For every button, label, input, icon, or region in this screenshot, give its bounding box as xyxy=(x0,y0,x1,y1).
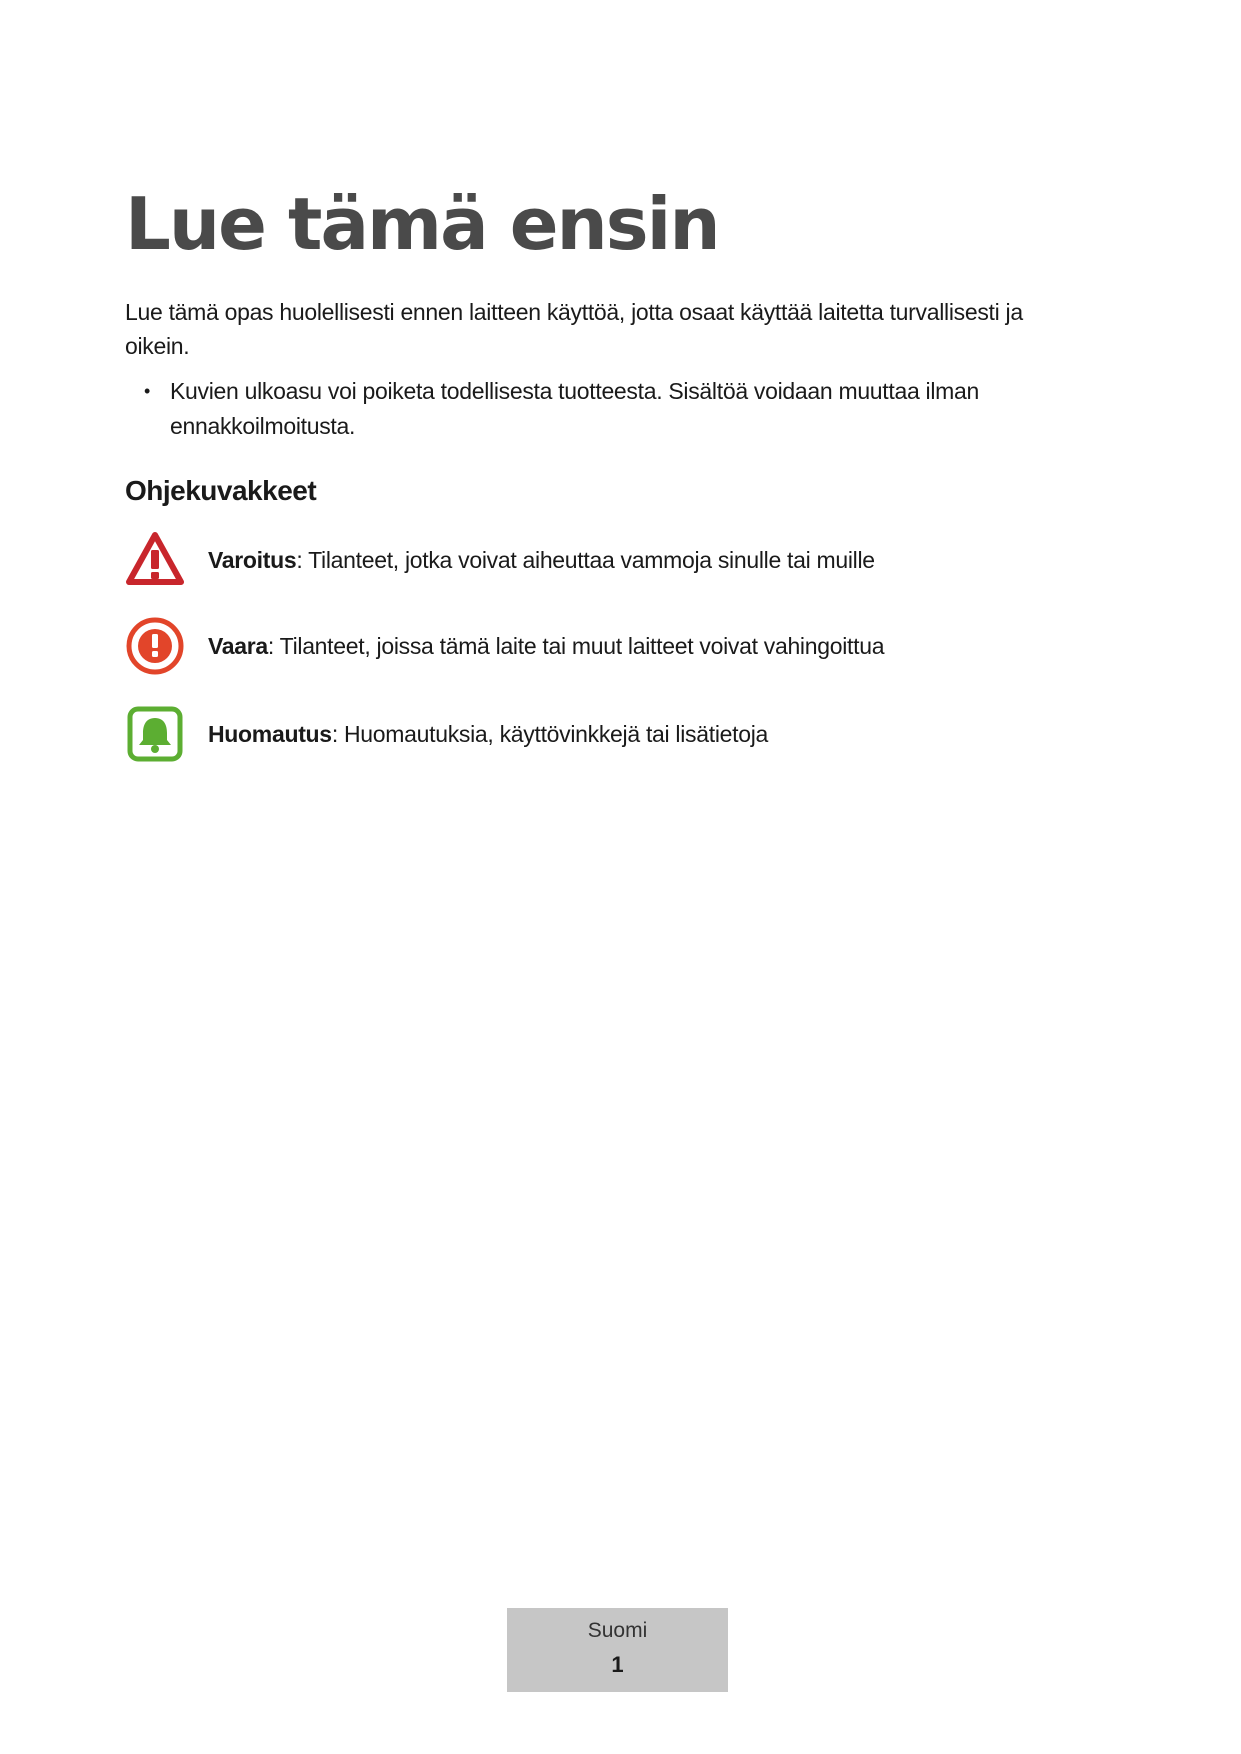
warning-triangle-icon xyxy=(125,530,185,590)
notice-row-warning xyxy=(125,530,1125,590)
page-number: 1 xyxy=(611,1652,624,1677)
notice-row-danger xyxy=(125,616,1125,676)
bullet-list xyxy=(125,374,1085,444)
intro-paragraph: Lue tämä opas huolellisesti ennen laitteen käyttöä, jotta osaat käyttää laitetta turvallisesti ja oikein. xyxy=(125,299,1023,359)
page-title: Lue tämä ensin xyxy=(125,182,719,266)
notice-description: Tilanteet, jotka voivat aiheuttaa vammoja sinulle tai muille xyxy=(302,547,875,573)
section-heading: Ohjekuvakkeet xyxy=(125,475,317,506)
notice-description: Huomautuksia, käyttövinkkejä tai lisätietoja xyxy=(337,721,769,747)
list-item xyxy=(125,374,1085,444)
notice-label: Huomautus xyxy=(208,721,332,747)
notice-label: Varoitus xyxy=(208,547,297,573)
footer-language: Suomi xyxy=(587,1619,648,1642)
notice-text: Vaara: Tilanteet, joissa tämä laite tai muut laitteet voivat vahingoittua xyxy=(208,633,885,659)
notice-label: Vaara xyxy=(208,633,268,659)
notice-row-note xyxy=(125,704,1125,764)
page-footer xyxy=(507,1608,728,1692)
notice-text: Varoitus: Tilanteet, jotka voivat aiheuttaa vammoja sinulle tai muille xyxy=(208,547,875,573)
note-bell-icon xyxy=(125,704,185,764)
bullet-icon: • xyxy=(144,381,151,401)
danger-circle-icon xyxy=(125,616,185,676)
notice-description: Tilanteet, joissa tämä laite tai muut laitteet voivat vahingoittua xyxy=(274,633,885,659)
notice-text: Huomautus: Huomautuksia, käyttövinkkejä tai lisätietoja xyxy=(208,721,769,747)
bullet-text: Kuvien ulkoasu voi poiketa todellisesta tuotteesta. Sisältöä voidaan muuttaa ilman ennakkoilmoitusta. xyxy=(170,378,980,439)
